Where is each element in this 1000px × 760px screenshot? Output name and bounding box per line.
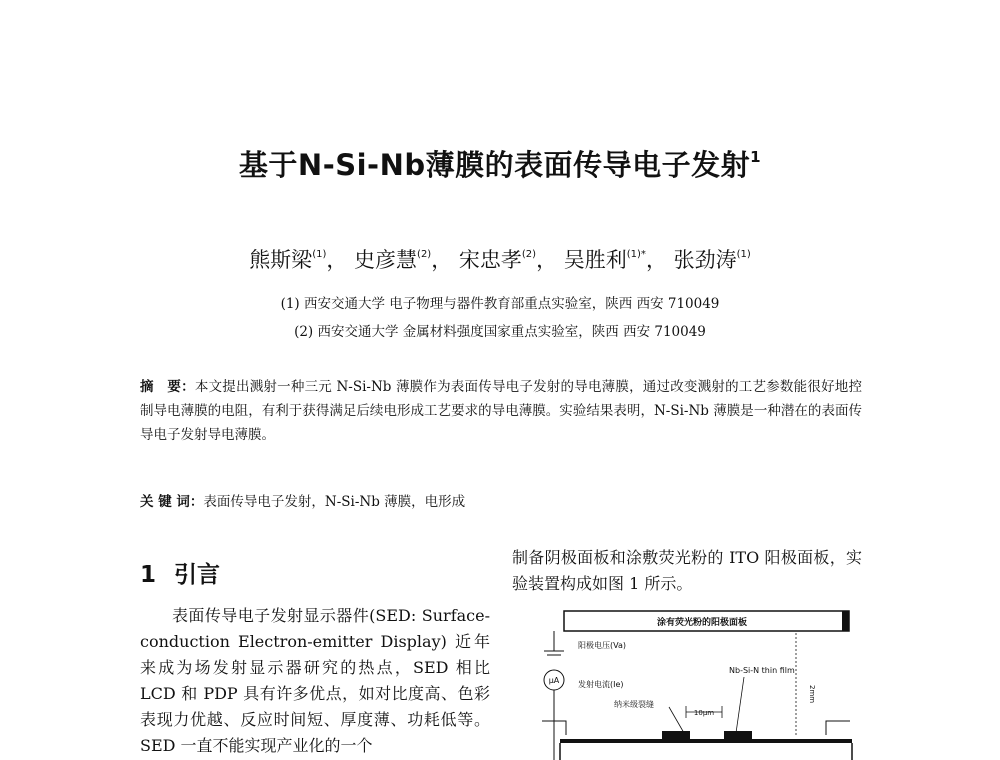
author-name: 史彦慧 [354, 248, 418, 272]
author-affil-mark: (1) [736, 249, 751, 260]
film-pointer [736, 677, 744, 733]
emission-current-label: 发射电流(Ie) [578, 680, 624, 689]
title-footnote-mark: 1 [750, 148, 762, 166]
abstract-text: 本文提出溅射一种三元 N-Si-Nb 薄膜作为表面传导电子发射的导电薄膜，通过改变溅射的工艺参数能很好地控制导电薄膜的电阻，有利于获得满足后续电形成工艺要求的导电薄膜。实验结果表明，N-Si-Nb 薄膜是一种潜在的表面传导电子发射导电薄膜。 [140, 379, 862, 443]
abstract [140, 375, 862, 447]
paper-title [0, 143, 1000, 184]
electrode-right [724, 731, 752, 739]
author-separator: ， [431, 248, 453, 272]
keywords-text: 表面传导电子发射，N-Si-Nb 薄膜，电形成 [203, 494, 466, 510]
keywords-label: 关 键 词： [140, 494, 204, 510]
electrode-left [662, 731, 690, 739]
abstract-label: 摘 要： [140, 379, 195, 395]
left-column [140, 603, 490, 759]
anode-label: 涂有荧光粉的阳极面板 [656, 618, 748, 628]
gap-pointer [669, 707, 684, 733]
author-separator: ， [536, 248, 558, 272]
film-label: Nb-Si-N thin film [729, 666, 795, 675]
author-affil-mark: (1)* [626, 249, 646, 260]
author-affil-mark: (1) [312, 249, 327, 260]
intro-paragraph: 表面传导电子发射显示器件(SED: Surface-conduction Electron-emitter Display) 近年来成为场发射显示器研究的热点，SED 相比 LCD 和 PDP 具有许多优点，如对比度高、色彩表现力优越、反应时间短、厚度薄、功耗低等。SED 一直不能实现产业化的一个 [140, 606, 490, 755]
section-title: 引言 [174, 562, 221, 588]
author-separator: ， [326, 248, 348, 272]
author-affil-mark: (2) [521, 249, 537, 260]
cathode-substrate-top [560, 739, 852, 743]
title-text: 基于N-Si-Nb薄膜的表面传导电子发射 [238, 148, 751, 182]
anode-voltage-label: 阳极电压(Va) [578, 641, 626, 650]
ammeter-label: μA [548, 676, 560, 685]
keywords [140, 490, 862, 514]
right-paragraph: 制备阴极面板和涂敷荧光粉的 ITO 阳极面板，实验装置构成如图 1 所示。 [512, 548, 862, 593]
affiliation-1: (1) 西安交通大学 电子物理与器件教育部重点实验室，陕西 西安 710049 [280, 296, 720, 312]
author-affil-mark: (2) [417, 249, 432, 260]
distance-label: 2mm [808, 685, 816, 704]
author-name: 熊斯梁 [249, 248, 313, 272]
width-label: 10μm [693, 709, 715, 717]
author-name: 吴胜利 [563, 248, 627, 272]
anode-edge [842, 611, 849, 631]
right-column [512, 545, 862, 597]
author-name: 宋忠孝 [458, 248, 522, 272]
section-heading [140, 556, 220, 589]
right-bracket [826, 721, 850, 735]
author-separator: ， [645, 248, 667, 272]
gap-label: 纳米级裂缝 [614, 700, 654, 709]
figure-1-setup-diagram [534, 603, 864, 760]
author-list [0, 244, 1000, 274]
affiliation-2: (2) 西安交通大学 金属材料强度国家重点实验室，陕西 西安 710049 [294, 324, 706, 340]
author-name: 张劲涛 [673, 248, 737, 272]
section-number: 1 [140, 562, 157, 588]
